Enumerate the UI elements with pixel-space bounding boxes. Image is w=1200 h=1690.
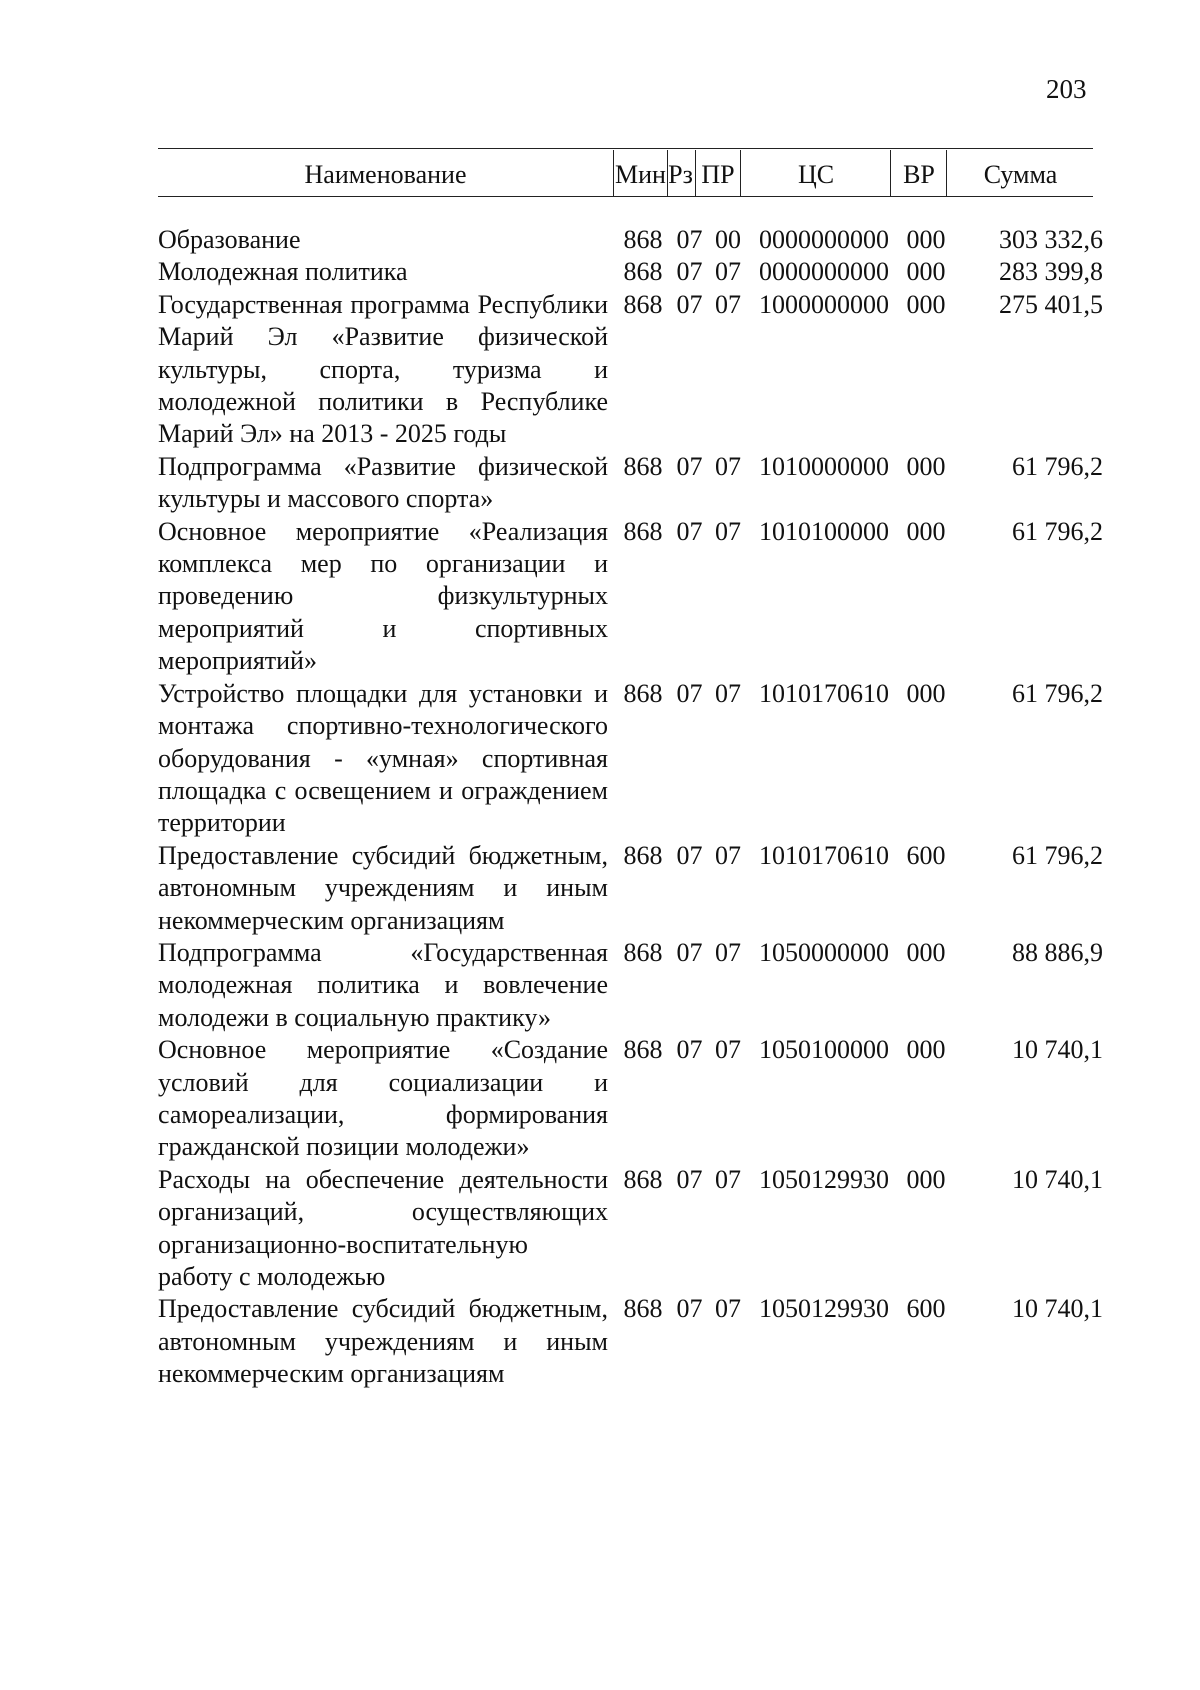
row-min: 868 xyxy=(623,1294,663,1324)
row-pr: 07 xyxy=(715,678,741,708)
row-pr: 07 xyxy=(715,257,741,287)
row-vr: 600 xyxy=(906,1294,946,1324)
table-row xyxy=(158,678,1103,840)
row-cs: 1010170610 xyxy=(759,840,889,870)
row-cs: 1050100000 xyxy=(759,1035,889,1065)
row-rz: 07 xyxy=(676,289,703,319)
row-min: 868 xyxy=(623,289,663,319)
row-vr: 000 xyxy=(906,225,946,254)
row-cs: 1010100000 xyxy=(759,516,889,546)
row-rz: 07 xyxy=(676,678,703,708)
row-cs: 1000000000 xyxy=(759,289,889,319)
row-name: Устройство площадки для установки и монтажа спортивно-технологического оборудования - «умная» спортивная площадка с освещением и ограждением территории xyxy=(158,678,608,838)
row-cs: 1050129930 xyxy=(759,1164,889,1194)
row-name: Основное мероприятие «Реализация комплекса мер по организации и проведению физкультурных мероприятий и спортивных мероприятий» xyxy=(158,516,608,676)
table-row xyxy=(158,1034,1103,1164)
row-rz: 07 xyxy=(676,1294,703,1324)
row-min: 868 xyxy=(623,1035,663,1065)
row-vr: 000 xyxy=(906,516,946,546)
row-min: 868 xyxy=(623,257,663,287)
row-sum: 61 796,2 xyxy=(1012,678,1103,708)
row-sum: 10 740,1 xyxy=(1012,1035,1103,1065)
row-name: Основное мероприятие «Создание условий для социализации и самореализации, формирования гражданской позиции молодежи» xyxy=(158,1035,608,1162)
row-name: Государственная программа Республики Марий Эл «Развитие физической культуры, спорта, туризма и молодежной политики в Республике Марий Эл» на 2013 - 2025 годы xyxy=(158,289,608,449)
row-name: Подпрограмма «Государственная молодежная политика и вовлечение молодежи в социальную практику» xyxy=(158,937,608,1032)
table-row xyxy=(158,840,1103,937)
row-vr: 000 xyxy=(906,1035,946,1065)
table-row xyxy=(158,451,1103,516)
row-name: Предоставление субсидий бюджетным, автономным учреждениям и иным некоммерческим организациям xyxy=(158,1294,608,1389)
table-row xyxy=(158,937,1103,1034)
row-sum: 275 401,5 xyxy=(999,289,1103,319)
row-vr: 000 xyxy=(906,678,946,708)
row-vr: 600 xyxy=(906,840,946,870)
table-row xyxy=(158,516,1103,678)
row-cs: 1050000000 xyxy=(759,937,889,967)
row-rz: 07 xyxy=(676,225,703,254)
row-vr: 000 xyxy=(906,289,946,319)
table-row xyxy=(158,1164,1103,1294)
row-pr: 07 xyxy=(715,840,741,870)
column-divider xyxy=(740,150,741,196)
row-min: 868 xyxy=(623,516,663,546)
column-header-vr: ВР xyxy=(903,160,935,189)
row-min: 868 xyxy=(623,937,663,967)
row-min: 868 xyxy=(623,451,663,481)
row-vr: 000 xyxy=(906,257,946,287)
row-cs: 1010000000 xyxy=(759,451,889,481)
column-header-sum: Сумма xyxy=(983,160,1058,189)
budget-table-body xyxy=(158,224,1103,1391)
row-rz: 07 xyxy=(676,1164,703,1194)
column-divider xyxy=(946,150,947,196)
row-min: 868 xyxy=(623,678,663,708)
row-cs: 1050129930 xyxy=(759,1294,889,1324)
row-name: Образование xyxy=(158,225,301,254)
column-divider xyxy=(890,150,891,196)
row-vr: 000 xyxy=(906,451,946,481)
row-sum: 61 796,2 xyxy=(1012,516,1103,546)
row-rz: 07 xyxy=(676,516,703,546)
row-vr: 000 xyxy=(906,1164,946,1194)
row-sum: 10 740,1 xyxy=(1012,1164,1103,1194)
row-cs: 0000000000 xyxy=(759,225,889,254)
column-header-name: Наименование xyxy=(304,160,467,189)
column-header-cs: ЦС xyxy=(797,160,835,189)
table-row xyxy=(158,289,1103,451)
table-row xyxy=(158,256,1103,288)
row-sum: 61 796,2 xyxy=(1012,451,1103,481)
page-number: 203 xyxy=(1046,74,1087,104)
column-header-rz: Рз xyxy=(668,160,693,189)
row-sum: 303 332,6 xyxy=(999,225,1103,254)
table-row xyxy=(158,1293,1103,1390)
row-min: 868 xyxy=(623,225,663,254)
row-sum: 88 886,9 xyxy=(1012,937,1103,967)
row-rz: 07 xyxy=(676,840,703,870)
row-pr: 07 xyxy=(715,516,741,546)
row-rz: 07 xyxy=(676,937,703,967)
table-top-rule xyxy=(158,148,1093,149)
row-min: 868 xyxy=(623,1164,663,1194)
row-min: 868 xyxy=(623,840,663,870)
row-rz: 07 xyxy=(676,451,703,481)
row-sum: 283 399,8 xyxy=(999,257,1103,287)
row-sum: 10 740,1 xyxy=(1012,1294,1103,1324)
row-pr: 07 xyxy=(715,1294,741,1324)
row-pr: 07 xyxy=(715,289,741,319)
table-row xyxy=(158,224,1103,256)
row-cs: 1010170610 xyxy=(759,678,889,708)
row-pr: 07 xyxy=(715,1164,741,1194)
row-pr: 07 xyxy=(715,937,741,967)
row-pr: 00 xyxy=(715,225,741,254)
column-header-pr: ПР xyxy=(701,160,735,189)
row-sum: 61 796,2 xyxy=(1012,840,1103,870)
row-cs: 0000000000 xyxy=(759,257,889,287)
row-name: Молодежная политика xyxy=(158,257,408,287)
row-name: Подпрограмма «Развитие физической культуры и массового спорта» xyxy=(158,451,608,514)
row-rz: 07 xyxy=(676,257,703,287)
row-pr: 07 xyxy=(715,451,741,481)
row-name: Расходы на обеспечение деятельности организаций, осуществляющих организационно-воспитательную работу с молодежью xyxy=(158,1164,608,1291)
row-name: Предоставление субсидий бюджетным, автономным учреждениям и иным некоммерческим организациям xyxy=(158,840,608,935)
row-rz: 07 xyxy=(676,1035,703,1065)
column-header-min: Мин xyxy=(615,160,666,189)
row-vr: 000 xyxy=(906,937,946,967)
row-pr: 07 xyxy=(715,1035,741,1065)
